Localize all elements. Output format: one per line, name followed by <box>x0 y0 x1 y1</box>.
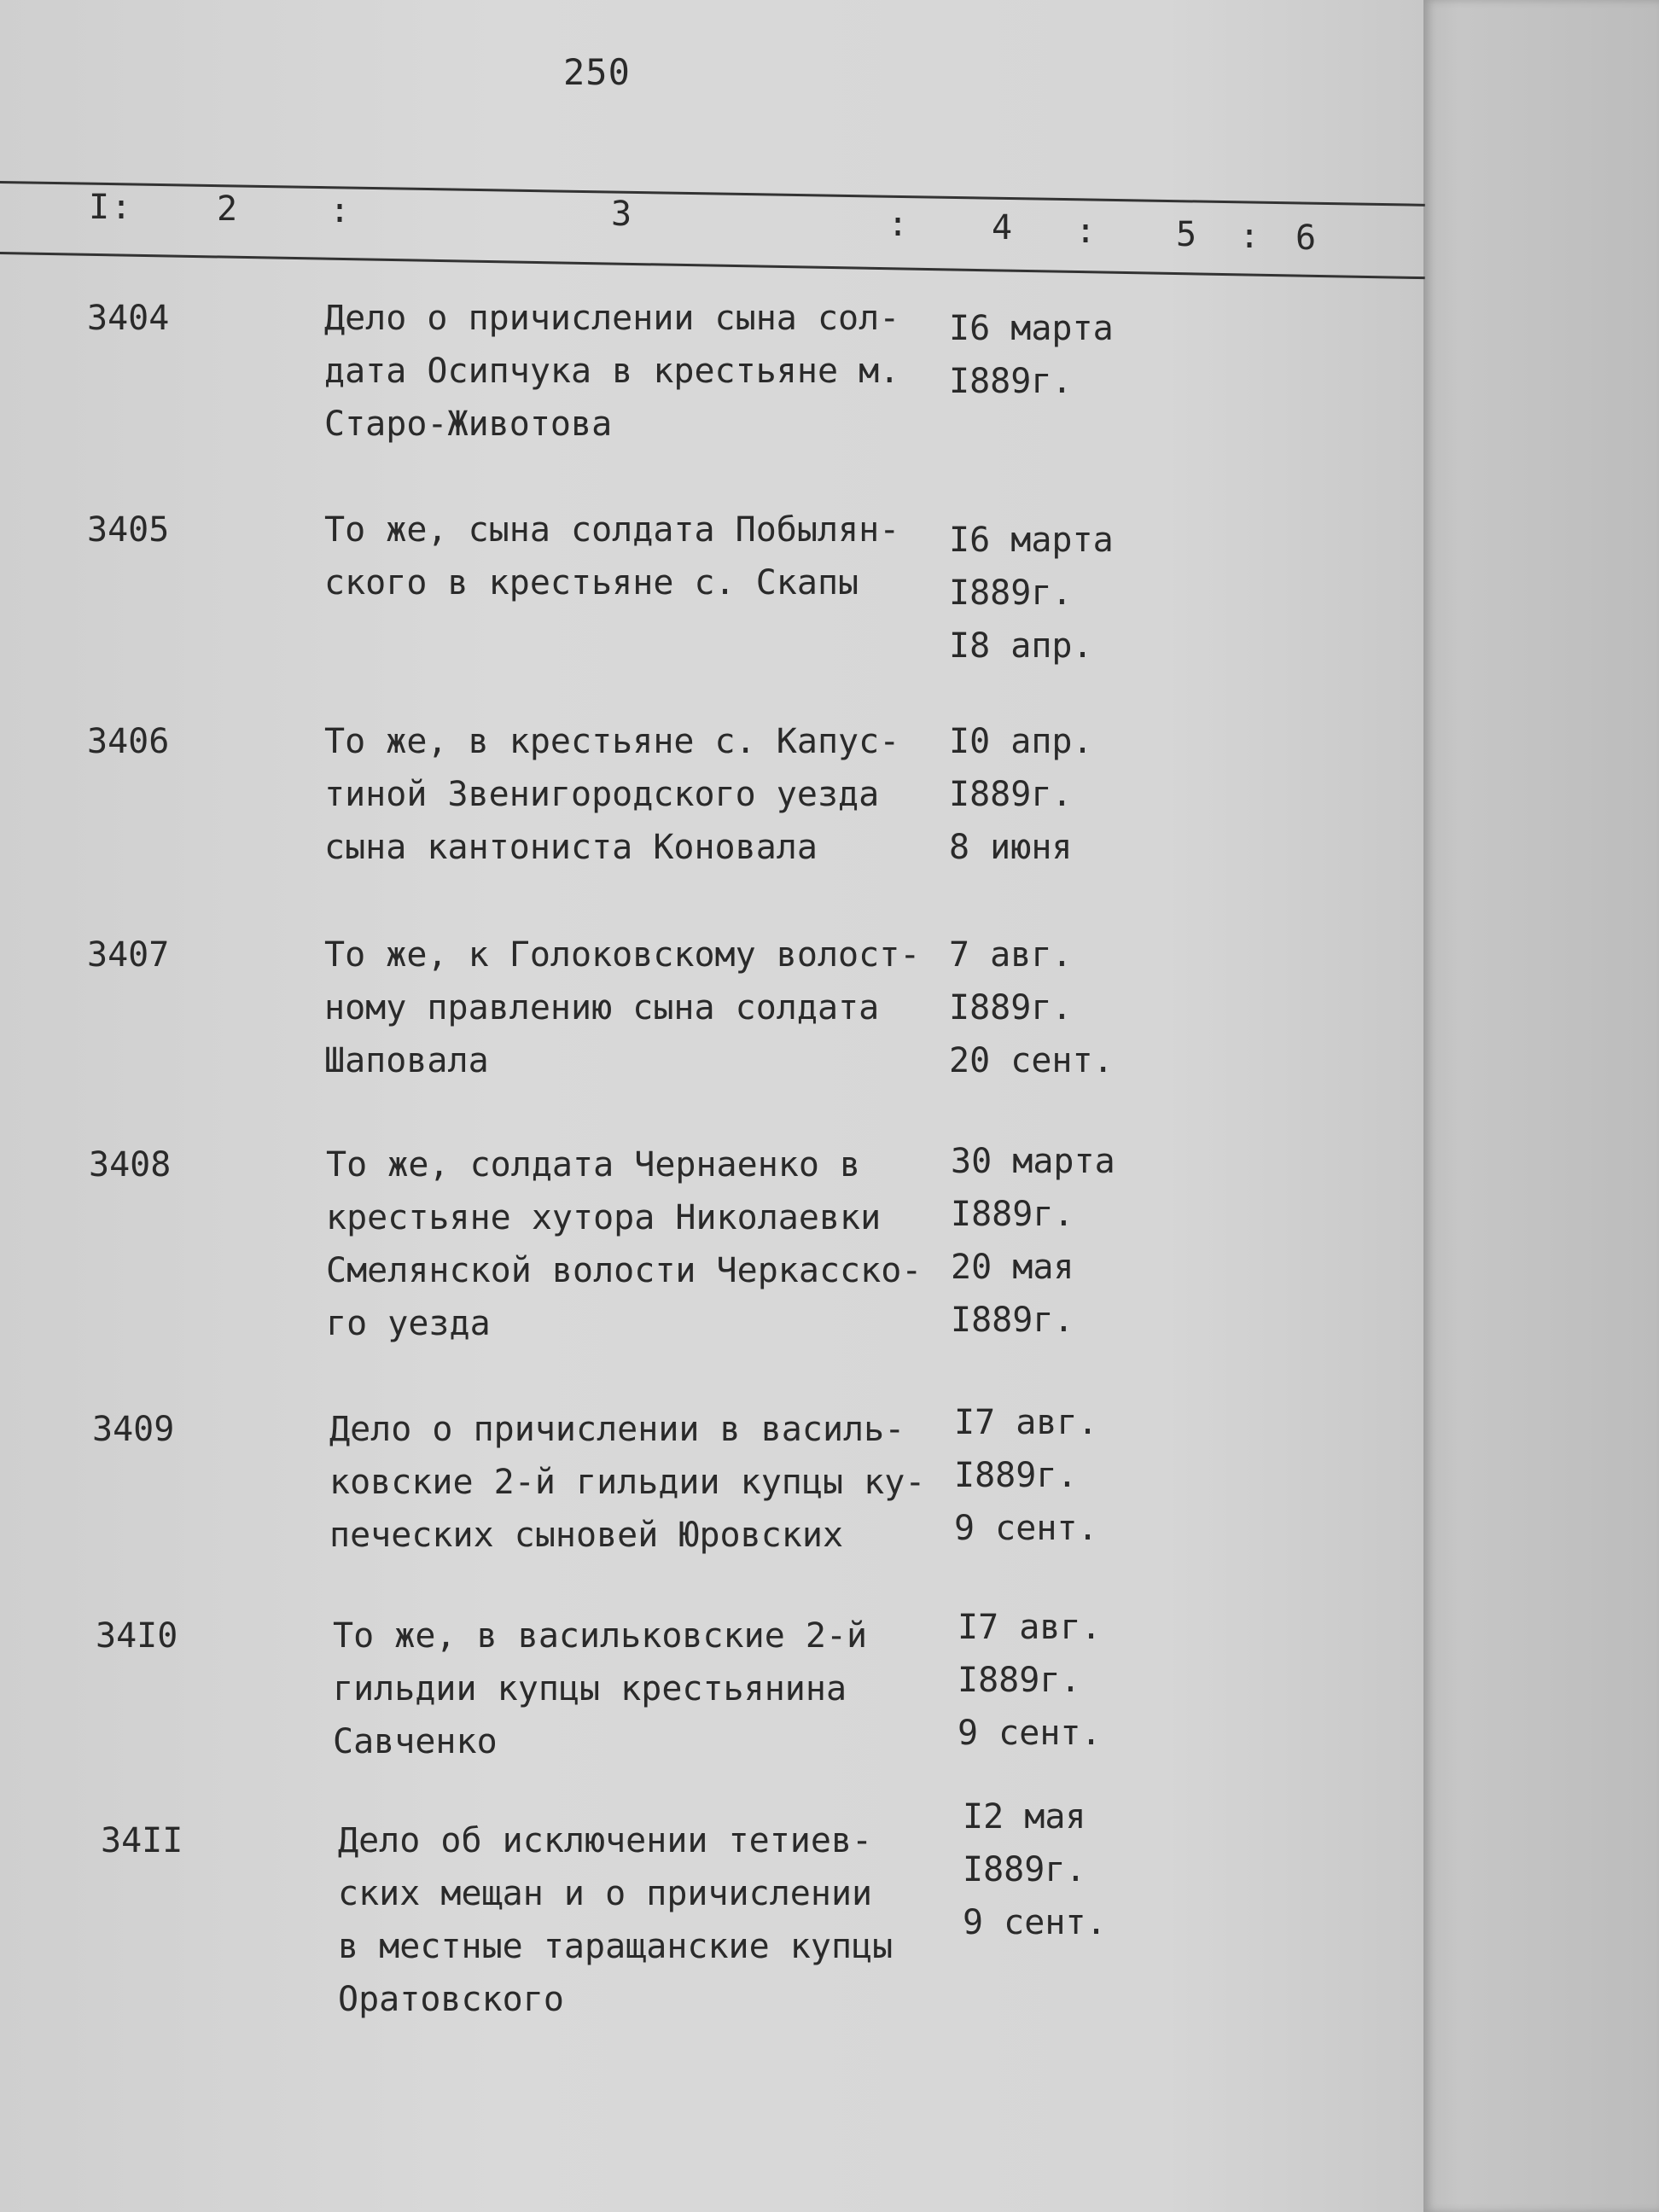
col-sep: : <box>1075 212 1097 251</box>
entry-number: 3409 <box>92 1410 175 1449</box>
col-head-4: 4 <box>992 208 1013 247</box>
date-line: 7 авг. <box>949 935 1073 975</box>
description-line: ских мещан и о причислении <box>338 1874 873 1913</box>
description-line: ковские 2-й гильдии купцы ку- <box>329 1463 926 1502</box>
description-line: То же, сына солдата Побылян- <box>324 510 900 550</box>
col-sep: : <box>1239 217 1260 256</box>
description-line: Шаповала <box>324 1041 489 1080</box>
entry-description <box>324 504 899 609</box>
description-line: Дело о причислении сына сол- <box>324 299 900 338</box>
entry-description <box>324 928 920 1087</box>
date-line: I889г. <box>949 573 1073 613</box>
date-line: I7 авг. <box>958 1608 1102 1647</box>
header-rule-bottom <box>0 252 1425 279</box>
col-head-5: 5 <box>1176 215 1197 254</box>
entry-number: 3404 <box>87 299 170 338</box>
entry-dates <box>951 1135 1115 1347</box>
entry-description <box>324 715 899 874</box>
description-line: го уезда <box>326 1304 491 1343</box>
description-line: Оратовского <box>338 1980 564 2019</box>
col-sep: : <box>111 188 132 227</box>
date-line: 9 сент. <box>954 1509 1098 1548</box>
date-line: 8 июня <box>949 828 1073 867</box>
date-line: I889г. <box>951 1195 1074 1234</box>
entry-dates <box>949 928 1114 1087</box>
description-line: Дело о причислении в василь- <box>329 1410 905 1449</box>
entry-dates <box>963 1790 1107 1949</box>
date-line: 20 мая <box>951 1248 1074 1287</box>
description-line: ному правлению сына солдата <box>324 988 880 1027</box>
date-line: I889г. <box>949 362 1073 401</box>
entry-description <box>338 1814 893 2026</box>
page-number: 250 <box>563 51 631 93</box>
date-line: I6 марта <box>949 309 1114 348</box>
description-line: гильдии купцы крестьянина <box>333 1669 847 1708</box>
entry-dates <box>949 514 1114 672</box>
entry-number: 3408 <box>89 1145 172 1185</box>
entry-number: 3406 <box>87 722 170 761</box>
description-line: Дело об исключении тетиев- <box>338 1821 873 1860</box>
description-line: То же, в васильковские 2-й <box>333 1616 868 1656</box>
description-line: Смелянской волости Черкасско- <box>326 1251 923 1290</box>
col-sep: : <box>329 191 351 230</box>
description-line: То же, в крестьяне с. Капус- <box>324 722 900 761</box>
col-sep: : <box>888 205 909 244</box>
entry-description <box>333 1610 867 1768</box>
date-line: I889г. <box>963 1850 1086 1889</box>
date-line: I889г. <box>954 1456 1078 1495</box>
date-line: I6 марта <box>949 521 1114 560</box>
date-line: 30 марта <box>951 1142 1115 1181</box>
description-line: печеских сыновей Юровских <box>329 1516 844 1555</box>
date-line: I889г. <box>949 775 1073 814</box>
date-line: I889г. <box>949 988 1073 1027</box>
description-line: Старо-Животова <box>324 405 613 444</box>
date-line: I8 апр. <box>949 626 1093 666</box>
entry-dates <box>949 715 1093 874</box>
entry-number: 34II <box>101 1821 183 1860</box>
date-line: I0 апр. <box>949 722 1093 761</box>
next-page-edge <box>1423 0 1659 2212</box>
entry-number: 3405 <box>87 510 170 550</box>
entry-description <box>329 1403 925 1562</box>
date-line: 20 сент. <box>949 1041 1114 1080</box>
entry-dates <box>954 1396 1098 1555</box>
description-line: Савченко <box>333 1722 498 1761</box>
date-line: 9 сент. <box>963 1903 1107 1942</box>
description-line: То же, солдата Чернаенко в <box>326 1145 861 1185</box>
col-head-3: 3 <box>611 195 632 234</box>
entry-description <box>324 292 899 451</box>
description-line: сына кантониста Коновала <box>324 828 818 867</box>
col-head-6: 6 <box>1295 218 1317 258</box>
col-head-2: 2 <box>217 189 238 229</box>
entry-dates <box>958 1601 1102 1760</box>
date-line: 9 сент. <box>958 1714 1102 1753</box>
col-head-1: I <box>89 188 110 227</box>
description-line: тиной Звенигородского уезда <box>324 775 880 814</box>
date-line: I2 мая <box>963 1797 1086 1837</box>
entry-dates <box>949 302 1114 408</box>
date-line: I889г. <box>958 1661 1081 1700</box>
description-line: крестьяне хутора Николаевки <box>326 1198 882 1237</box>
description-line: То же, к Голоковскому волост- <box>324 935 921 975</box>
description-line: дата Осипчука в крестьяне м. <box>324 352 900 391</box>
description-line: ского в крестьяне с. Скапы <box>324 563 859 602</box>
entry-description <box>326 1138 922 1350</box>
date-line: I7 авг. <box>954 1403 1098 1442</box>
entry-number: 34I0 <box>96 1616 178 1656</box>
header-rule-top <box>0 181 1425 207</box>
description-line: в местные таращанские купцы <box>338 1927 894 1966</box>
entry-number: 3407 <box>87 935 170 975</box>
date-line: I889г. <box>951 1301 1074 1340</box>
